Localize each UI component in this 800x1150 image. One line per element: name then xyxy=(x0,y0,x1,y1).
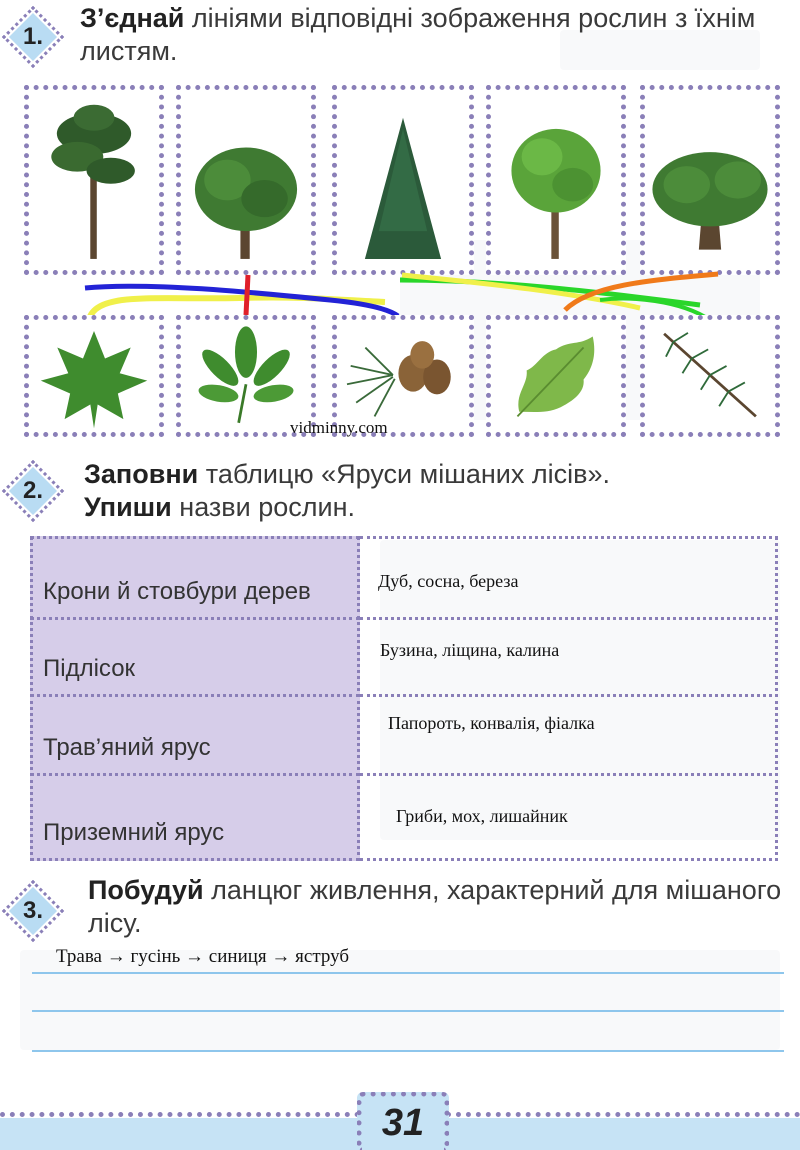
food-chain-answer[interactable]: Трава → гусінь → синиця → яструб xyxy=(56,946,350,967)
connection-lines xyxy=(0,0,800,340)
table-row-answer-cell[interactable] xyxy=(360,694,778,776)
task-3-number: 3. xyxy=(22,897,43,924)
task-3-verb: Побудуй xyxy=(88,875,204,905)
task-3-text: ланцюг живлення, характерний для мішаного лісу. xyxy=(88,875,782,938)
task-1-text: лініями відповідні зображення рослин з їхнім листям. xyxy=(80,3,756,66)
task-1-number: 1. xyxy=(22,23,43,50)
table-row-answer-cell[interactable] xyxy=(360,536,778,620)
task-2-badge xyxy=(2,460,64,522)
pine-cone-image xyxy=(337,320,469,432)
answer-line-2 xyxy=(32,1010,784,1012)
table-row xyxy=(30,694,778,776)
maple-leaf-image xyxy=(29,320,159,432)
line-red xyxy=(246,275,248,315)
task-2-number: 2. xyxy=(22,477,43,504)
table-row xyxy=(30,773,778,861)
task-2-instruction xyxy=(84,458,784,524)
answer-line-3 xyxy=(32,1050,784,1052)
task-2-text-1: таблицю «Яруси мішаних лісів». xyxy=(198,459,610,489)
table-row-answer: Бузина, ліщина, калина xyxy=(380,640,560,660)
task-2-verb-2: Упиши xyxy=(84,492,172,522)
footer-dots-left xyxy=(0,1112,360,1117)
table-row-answer: Гриби, мох, лишайник xyxy=(396,806,568,826)
task-2-verb-1: Заповни xyxy=(84,459,199,489)
table-row-answer: Папороть, конвалія, фіалка xyxy=(388,713,595,733)
footer-dots-right xyxy=(446,1112,800,1117)
table-row-answer-cell[interactable] xyxy=(360,617,778,697)
table-row-answer-cell[interactable] xyxy=(360,773,778,861)
oak-leaf-image xyxy=(491,320,621,432)
table-row-label: Крони й стовбури дерев xyxy=(30,536,360,620)
table-row-label: Підлісок xyxy=(30,617,360,697)
table-row-answer: Дуб, сосна, береза xyxy=(378,571,519,591)
spruce-branch-image xyxy=(645,320,775,432)
chestnut-leaf-image xyxy=(181,320,311,432)
table-row-label: Трав’яний ярус xyxy=(30,694,360,776)
watermark-text: vidminny.com xyxy=(290,418,388,437)
task-2-text-2: назви рослин. xyxy=(171,492,355,522)
leaf-card-oak[interactable] xyxy=(486,315,626,437)
table-row xyxy=(30,536,778,620)
task-1-verb: З’єднай xyxy=(80,3,185,33)
leaf-card-maple[interactable] xyxy=(24,315,164,437)
table-row-label: Приземний ярус xyxy=(30,773,360,861)
task-3-instruction xyxy=(88,874,788,940)
task-3-badge xyxy=(2,880,64,942)
table-row xyxy=(30,617,778,697)
answer-line-1 xyxy=(32,972,784,974)
leaf-card-spruce[interactable] xyxy=(640,315,780,437)
page-number: 31 xyxy=(357,1092,449,1150)
